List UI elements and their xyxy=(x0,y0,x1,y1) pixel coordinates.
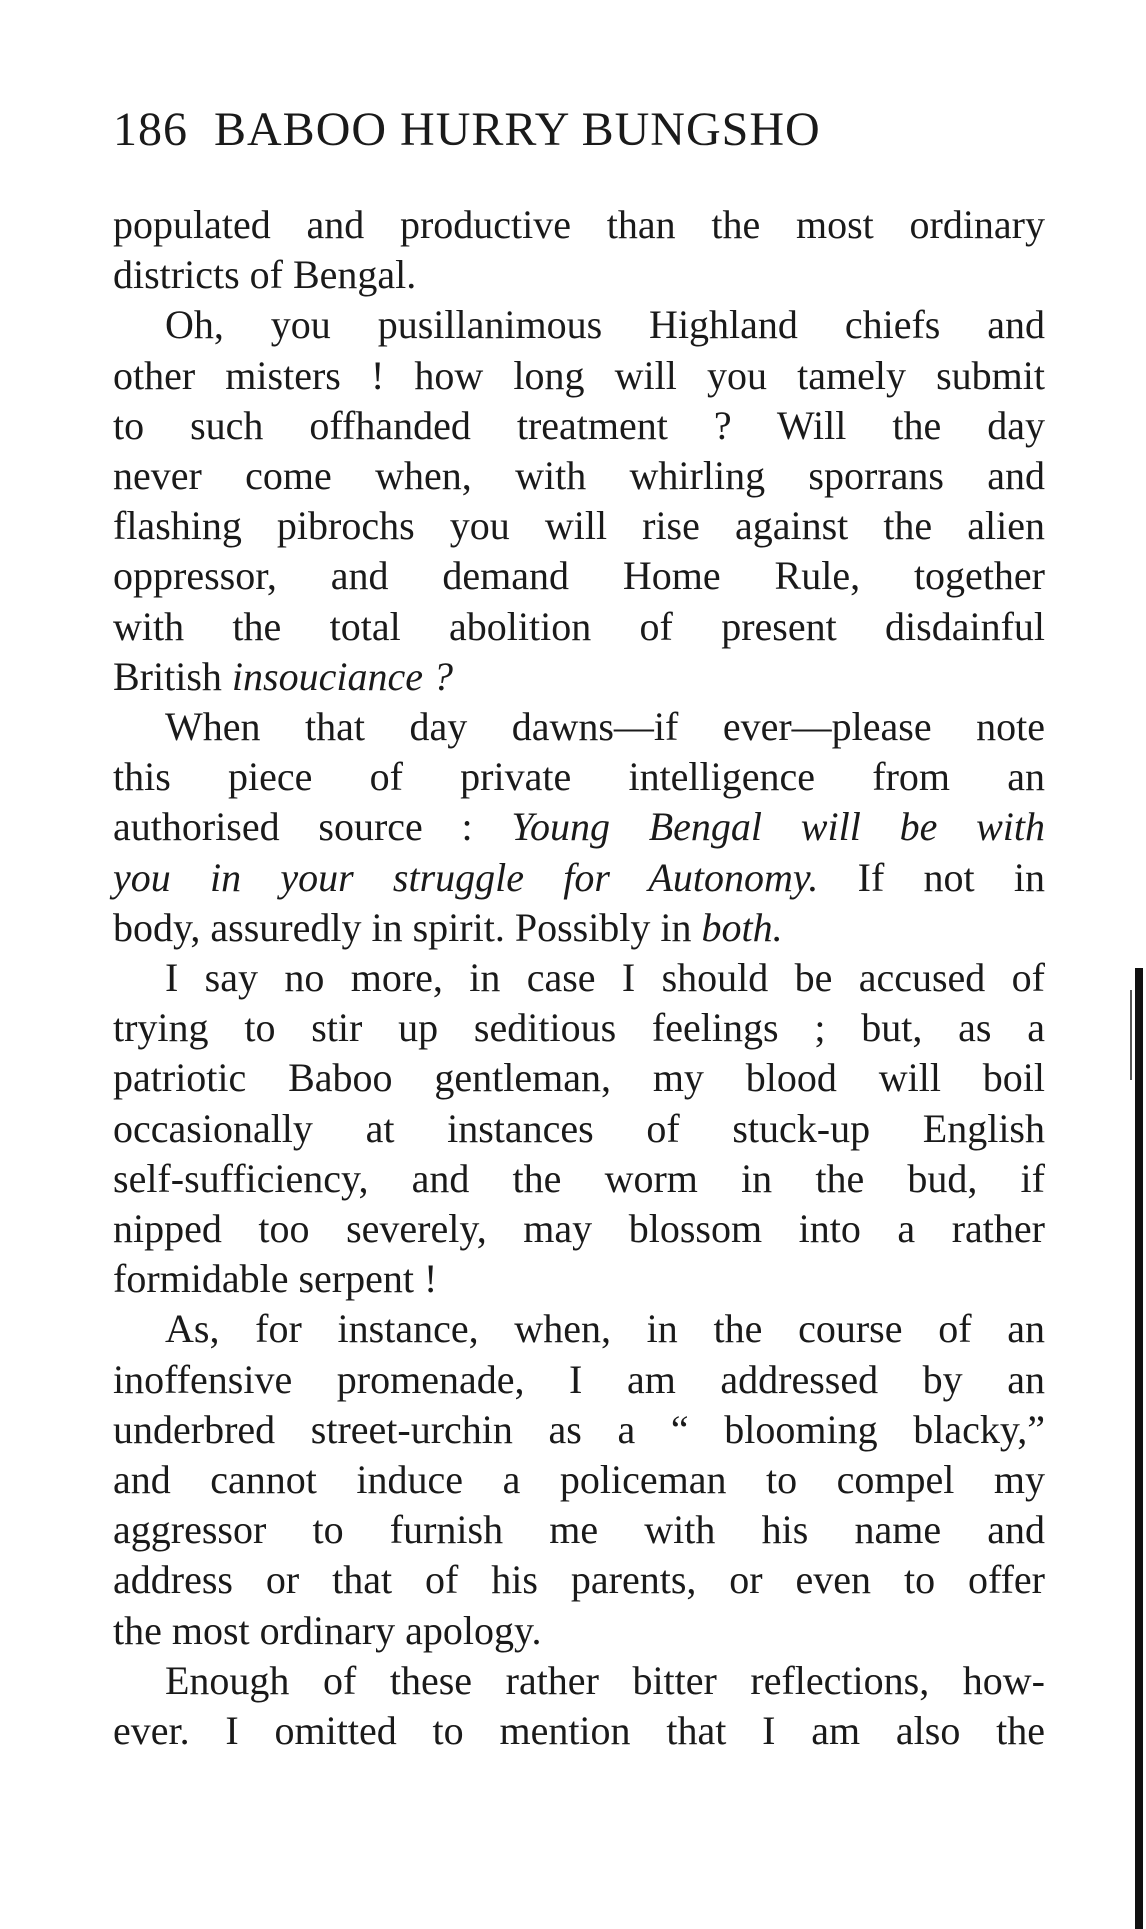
paragraph-4 xyxy=(113,953,1045,1304)
text-line: self-sufficiency, and the worm in the bud, if xyxy=(113,1155,1045,1201)
text-line: patriotic Baboo gentleman, my blood will boil xyxy=(113,1055,1045,1101)
text-line: flashing pibrochs you will rise against the alien xyxy=(113,503,1045,549)
paragraph-3 xyxy=(113,702,1045,953)
text-run: If not in xyxy=(818,854,1045,900)
text-line: this piece of private intelligence from an xyxy=(113,754,1045,800)
text-line: As, for instance, when, in the course of an xyxy=(165,1306,1045,1352)
text-line xyxy=(113,802,1045,852)
text-line: occasionally at instances of stuck-up English xyxy=(113,1105,1045,1151)
text-line: underbred street-urchin as a “ blooming blacky,” xyxy=(113,1406,1045,1452)
text-line: ever. I omitted to mention that I am also the xyxy=(113,1708,1045,1754)
text-line: aggressor to furnish me with his name and xyxy=(113,1507,1045,1553)
text-line: with the total abolition of present disdainful xyxy=(113,603,1045,649)
running-title: BABOO HURRY BUNGSHO xyxy=(214,103,821,156)
text-line: trying to stir up seditious feelings ; but, as a xyxy=(113,1005,1045,1051)
paragraph-1 xyxy=(113,200,1045,300)
paragraph-2 xyxy=(113,300,1045,702)
text-line: I say no more, in case I should be accused of xyxy=(165,955,1045,1001)
text-line: districts of Bengal. xyxy=(113,252,417,298)
italic-text: you in your struggle for Autonomy. xyxy=(113,854,819,900)
page-edge-mark xyxy=(1130,990,1132,1080)
italic-text: Young Bengal will be with xyxy=(511,804,1045,850)
text-line: and cannot induce a policeman to compel my xyxy=(113,1457,1045,1503)
text-line: Enough of these rather bitter reflections, how- xyxy=(165,1657,1045,1703)
paragraph-6 xyxy=(113,1656,1045,1756)
text-line xyxy=(113,853,1045,903)
text-line: address or that of his parents, or even to offer xyxy=(113,1557,1045,1603)
text-line: other misters ! how long will you tamely submit xyxy=(113,352,1045,398)
text-line xyxy=(113,903,1045,953)
text-line: nipped too severely, may blossom into a rather xyxy=(113,1206,1045,1252)
text-line: inoffensive promenade, I am addressed by an xyxy=(113,1356,1045,1402)
text-line: formidable serpent ! xyxy=(113,1256,438,1302)
page-number: 186 xyxy=(113,103,188,156)
running-head xyxy=(113,100,1043,160)
text-run: authorised source : xyxy=(113,804,512,850)
italic-text: both. xyxy=(701,904,783,950)
text-line xyxy=(113,652,1045,702)
paragraph-5 xyxy=(113,1304,1045,1655)
text-run: body, assuredly in spirit. Possibly in xyxy=(113,904,702,950)
text-line: When that day dawns—if ever—please note xyxy=(165,704,1045,750)
page-edge-shadow xyxy=(1135,968,1143,1929)
text-line: never come when, with whirling sporrans and xyxy=(113,453,1045,499)
italic-text: insouciance ? xyxy=(231,653,453,699)
text-line: populated and productive than the most ordinary xyxy=(113,202,1045,247)
text-line: the most ordinary apology. xyxy=(113,1607,542,1653)
text-line: Oh, you pusillanimous Highland chiefs and xyxy=(165,302,1045,348)
text-line: to such offhanded treatment ? Will the day xyxy=(113,402,1045,448)
text-line: oppressor, and demand Home Rule, together xyxy=(113,553,1045,599)
body-text xyxy=(113,200,1045,1756)
text-run: British xyxy=(113,653,232,699)
